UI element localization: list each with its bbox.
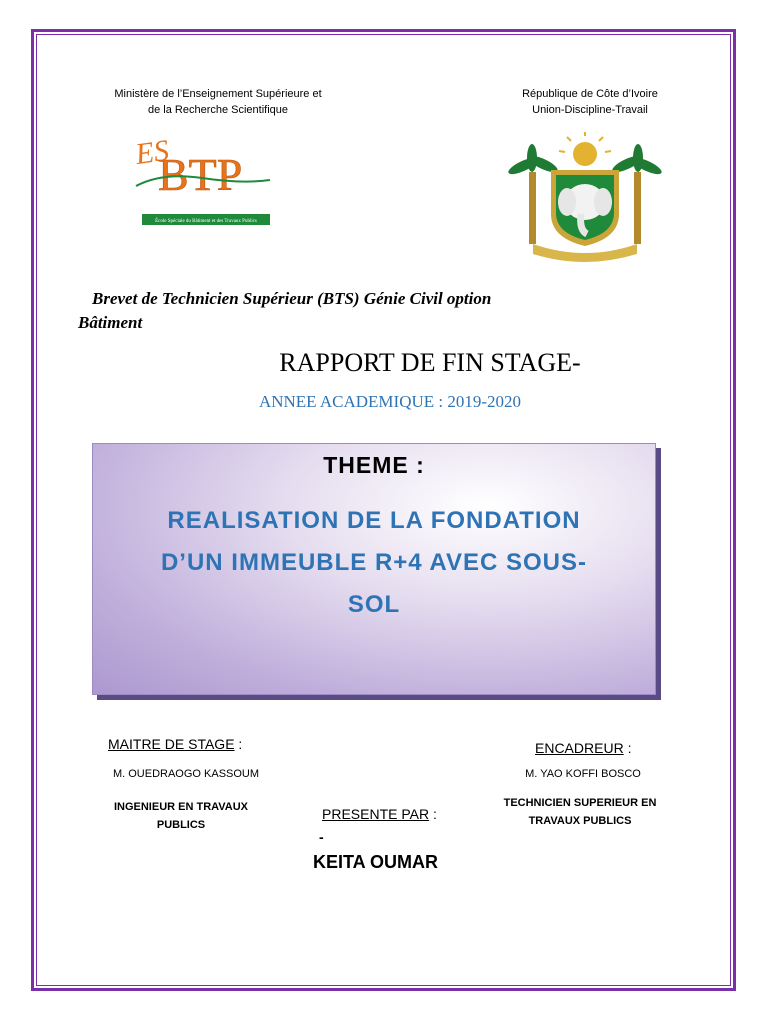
presenter-label-text: PRESENTE PAR [322, 806, 430, 822]
logo-tagline: École Spéciale du Bâtiment et des Travaux Publics [155, 219, 257, 224]
theme-line-2: D’UN IMMEUBLE R+4 AVEC SOUS- [160, 549, 588, 576]
advisor-label [535, 740, 631, 756]
advisor-name: M. YAO KOFFI BOSCO [525, 768, 641, 780]
republic-line-2: Union-Discipline-Travail [532, 104, 648, 116]
theme-label: THEME : [323, 452, 425, 478]
advisor-label-colon: : [623, 740, 632, 756]
supervisor-title-line-2: PUBLICS [156, 819, 206, 831]
supervisor-label-text: MAITRE DE STAGE [108, 736, 235, 752]
academic-year: ANNEE ACADEMIQUE : 2019-2020 [258, 392, 522, 411]
esbtp-logo [132, 128, 277, 230]
program-line-2: Bâtiment [78, 313, 143, 332]
advisor-title [482, 794, 678, 830]
republic-header [480, 86, 700, 118]
logo-es-text: ES [133, 133, 171, 172]
presenter-label-colon: : [429, 806, 437, 822]
program-line-1: Brevet de Technicien Supérieur (BTS) Génie Civil option [92, 289, 492, 308]
report-title: RAPPORT DE FIN STAGE- [279, 348, 581, 377]
supervisor-title [86, 798, 276, 834]
program-title [78, 287, 698, 335]
advisor-label-text: ENCADREUR [535, 740, 624, 756]
coat-of-arms [505, 132, 665, 267]
ministry-header [88, 86, 348, 118]
ministry-line-2: de la Recherche Scientifique [147, 104, 289, 116]
logo-btp-text: BTP [158, 149, 243, 200]
theme-line-3: SOL [347, 591, 401, 618]
advisor-title-line-1: TECHNICIEN SUPERIEUR EN [503, 797, 657, 809]
theme-line-1: REALISATION DE LA FONDATION [167, 507, 581, 534]
supervisor-title-line-1: INGENIEUR EN TRAVAUX [113, 801, 249, 813]
supervisor-label [108, 736, 242, 752]
student-name: KEITA OUMAR [313, 852, 438, 872]
republic-line-1: République de Côte d’Ivoire [522, 88, 658, 100]
supervisor-label-colon: : [234, 736, 243, 752]
advisor-title-line-2: TRAVAUX PUBLICS [528, 815, 632, 827]
theme-text [100, 500, 648, 626]
presenter-dash: - [319, 829, 324, 845]
presenter-label [322, 806, 437, 822]
supervisor-name: M. OUEDRAOGO KASSOUM [112, 768, 260, 780]
ministry-line-1: Ministère de l’Enseignement Supérieure et [114, 88, 322, 100]
